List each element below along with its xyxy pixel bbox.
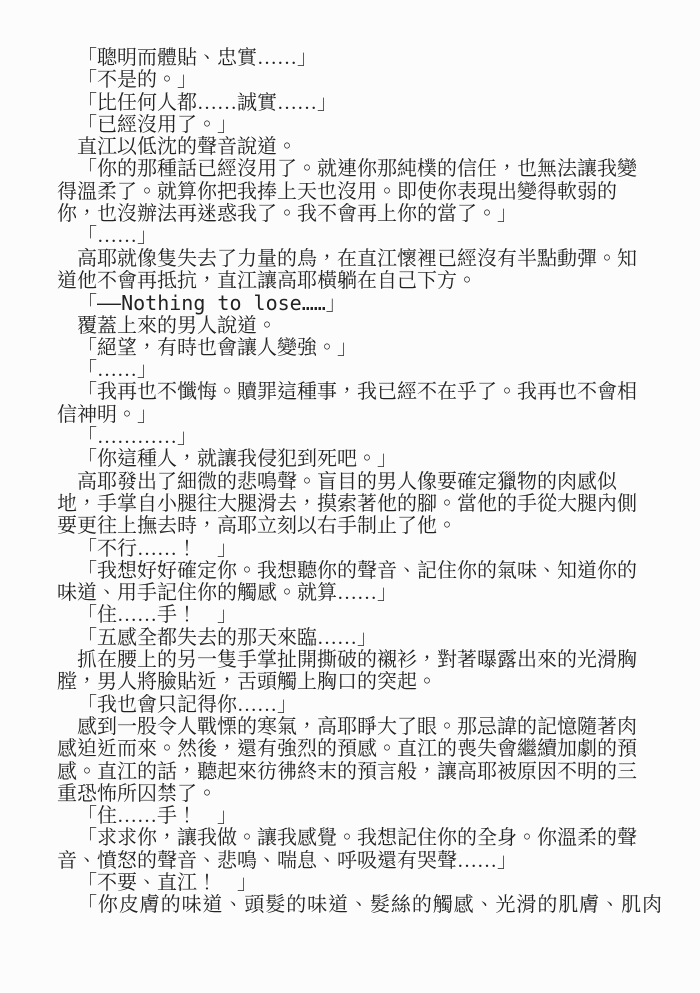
text-line: 「聰明而體貼、忠實……」 <box>77 47 317 69</box>
page-text <box>57 47 662 917</box>
text-line: 「住……手！ 」 <box>77 805 237 828</box>
text-line: 「…………」 <box>77 426 197 449</box>
text-line: 「求求你，讓我做。讓我感覺。我想記住你的全身。你溫柔的聲 <box>77 827 637 850</box>
text-line: 地，手掌自小腿往大腿滑去，摸索著他的腳。當他的手從大腿內側 <box>57 492 637 515</box>
text-line: 「我也會只記得你……」 <box>77 693 297 716</box>
text-line: 要更往上撫去時，高耶立刻以右手制止了他。 <box>57 515 457 538</box>
text-line: 音、憤怒的聲音、悲鳴、喘息、呼吸還有哭聲……」 <box>57 849 517 872</box>
text-line: 「我想好好確定你。我想聽你的聲音、記住你的氣味、知道你的 <box>77 559 637 582</box>
text-line: 感到一股令人戰慄的寒氣，高耶睜大了眼。那忌諱的記憶隨著肉 <box>77 715 637 738</box>
text-line: 抓在腰上的另一隻手掌扯開撕破的襯衫，對著曝露出來的光滑胸 <box>77 649 637 672</box>
text-line: 「不是的。」 <box>77 69 197 92</box>
text-line: 「住……手！ 」 <box>77 604 237 627</box>
text-line: 「比任何人都……誠實……」 <box>77 91 337 114</box>
text-line: 感迫近而來。然後，還有強烈的預感。直江的喪失會繼續加劇的預 <box>57 738 637 761</box>
text-line: 「……」 <box>77 359 157 382</box>
text-line: 「……」 <box>77 225 157 248</box>
text-line: 高耶就像隻失去了力量的鳥，在直江懷裡已經沒有半點動彈。知 <box>77 247 637 270</box>
text-line: 道他不會再抵抗，直江讓高耶橫躺在自己下方。 <box>57 269 477 292</box>
text-line: 「你皮膚的味道、頭髮的味道、髮絲的觸感、光滑的肌膚、肌肉 <box>77 894 662 917</box>
text-line: 「絕望，有時也會讓人變強。」 <box>77 336 357 359</box>
text-line: 「不要、直江！ 」 <box>77 871 257 894</box>
text-line: 感。直江的話，聽起來彷彿終末的預言般，讓高耶被原因不明的三 <box>57 760 637 783</box>
text-line: 「你這種人，就讓我侵犯到死吧。」 <box>77 448 397 471</box>
text-line: 直江以低沈的聲音說道。 <box>77 136 297 159</box>
text-line: 你，也沒辦法再迷惑我了。我不會再上你的當了。」 <box>57 203 517 226</box>
text-line: 「五感全都失去的那天來臨……」 <box>77 626 377 649</box>
text-line: 「你的那種話已經沒用了。就連你那純樸的信任，也無法讓我變 <box>77 158 637 181</box>
text-line: 高耶發出了細微的悲鳴聲。盲目的男人像要確定獵物的肉感似 <box>77 470 617 493</box>
text-line: 味道、用手記住你的觸感。就算……」 <box>57 582 397 605</box>
text-line: 膛，男人將臉貼近，舌頭觸上胸口的突起。 <box>57 671 437 694</box>
text-line: 得溫柔了。就算你把我捧上天也沒用。即使你表現出變得軟弱的 <box>57 180 617 203</box>
text-line: 重恐怖所囚禁了。 <box>57 782 217 805</box>
text-line: 覆蓋上來的男人說道。 <box>77 314 277 337</box>
text-line: 信神明。」 <box>57 403 157 426</box>
text-line: 「不行……！ 」 <box>77 537 237 560</box>
text-line: 「我再也不懺悔。贖罪這種事，我已經不在乎了。我再也不會相 <box>77 381 637 404</box>
text-line: 「——Nothing to lose……」 <box>77 291 346 316</box>
text-line: 「已經沒用了。」 <box>77 113 237 136</box>
